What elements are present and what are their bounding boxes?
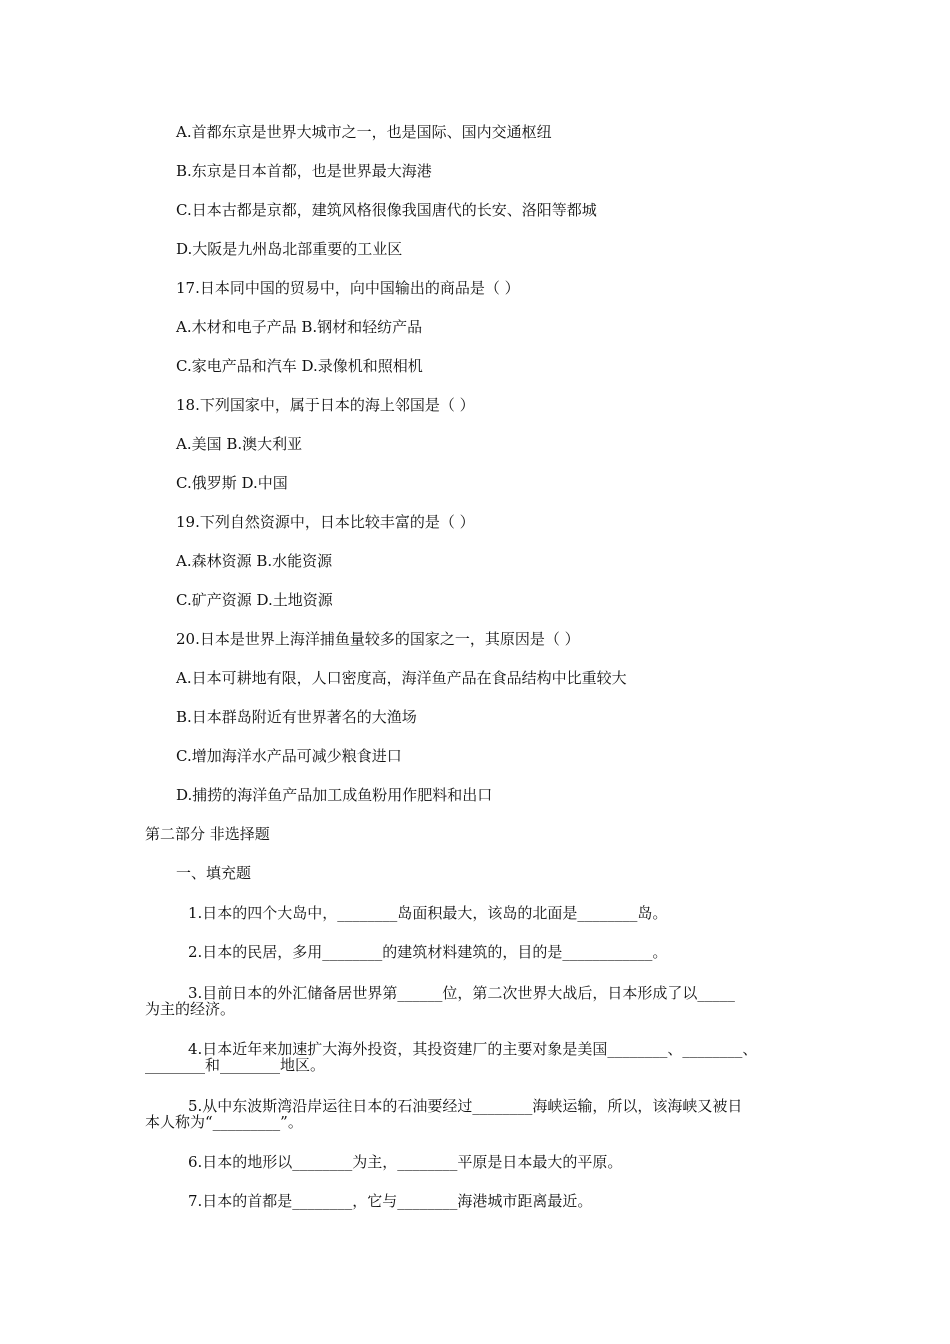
q16-option-d: D.大阪是九州岛北部重要的工业区 (176, 240, 403, 258)
fill-q4-line2: ________和________地区。 (145, 1056, 326, 1074)
q20-stem: 20.日本是世界上海洋捕鱼量较多的国家之一，其原因是（ ） (176, 630, 580, 648)
fill-q1: 1.日本的四个大岛中，________岛面积最大，该岛的北面是________岛。 (188, 904, 668, 922)
q18-stem: 18.下列国家中，属于日本的海上邻国是（ ） (176, 396, 475, 414)
q19-stem: 19.下列自然资源中，日本比较丰富的是（ ） (176, 513, 475, 531)
fill-q4-line1: 4.日本近年来加速扩大海外投资，其投资建厂的主要对象是美国________、________、 (188, 1040, 758, 1058)
fill-q3-line2: 为主的经济。 (145, 1000, 236, 1018)
q20-option-a: A.日本可耕地有限，人口密度高，海洋鱼产品在食品结构中比重较大 (176, 669, 627, 687)
subsection-heading: 一、填充题 (176, 864, 252, 882)
q17-options-cd: C.家电产品和汽车 D.录像机和照相机 (176, 357, 423, 375)
q16-option-c: C.日本古都是京都，建筑风格很像我国唐代的长安、洛阳等都城 (176, 201, 597, 219)
q20-option-d: D.捕捞的海洋鱼产品加工成鱼粉用作肥料和出口 (176, 786, 493, 804)
fill-q5-line2: 本人称为“_________”。 (145, 1113, 303, 1131)
q20-option-b: B.日本群岛附近有世界著名的大渔场 (176, 708, 417, 726)
section-heading: 第二部分 非选择题 (145, 825, 270, 843)
q16-option-b: B.东京是日本首都，也是世界最大海港 (176, 162, 432, 180)
fill-q5-line1: 5.从中东波斯湾沿岸运往日本的石油要经过________海峡运输，所以，该海峡又被日 (188, 1097, 743, 1115)
q19-options-cd: C.矿产资源 D.土地资源 (176, 591, 333, 609)
fill-q7: 7.日本的首都是________，它与________海港城市距离最近。 (188, 1192, 593, 1210)
q20-option-c: C.增加海洋水产品可减少粮食进口 (176, 747, 402, 765)
fill-q2: 2.日本的民居，多用________的建筑材料建筑的，目的是____________。 (188, 943, 668, 961)
q19-options-ab: A.森林资源 B.水能资源 (176, 552, 333, 570)
q17-stem: 17.日本同中国的贸易中，向中国输出的商品是（ ） (176, 279, 520, 297)
q17-options-ab: A.木材和电子产品 B.钢材和轻纺产品 (176, 318, 423, 336)
fill-q6: 6.日本的地形以________为主，________平原是日本最大的平原。 (188, 1153, 623, 1171)
q18-options-ab: A.美国 B.澳大利亚 (176, 435, 303, 453)
q18-options-cd: C.俄罗斯 D.中国 (176, 474, 288, 492)
fill-q3-line1: 3.目前日本的外汇储备居世界第______位，第二次世界大战后，日本形成了以_____ (188, 984, 735, 1002)
q16-option-a: A.首都东京是世界大城市之一，也是国际、国内交通枢纽 (176, 123, 552, 141)
